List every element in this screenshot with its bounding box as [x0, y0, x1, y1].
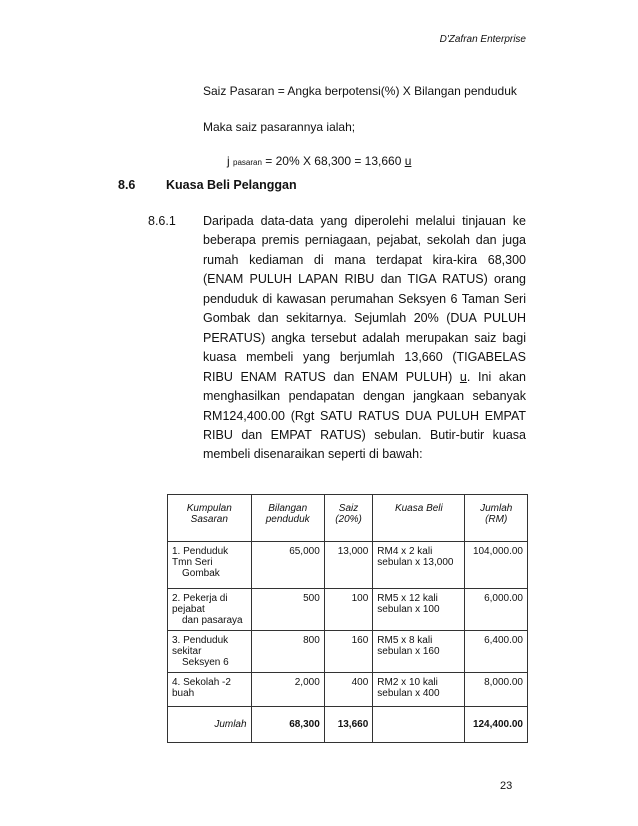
total-amount: 124,400.00	[465, 707, 528, 743]
col-header-group: Kumpulan Sasaran	[168, 495, 252, 542]
cell-power: RM5 x 8 kali sebulan x 160	[373, 631, 465, 673]
col-header-size: Saiz (20%)	[324, 495, 373, 542]
cell-total: 8,000.00	[465, 673, 528, 707]
market-size-calculation	[227, 154, 411, 168]
cell-size: 400	[324, 673, 373, 707]
cell-power: RM2 x 10 kali sebulan x 400	[373, 673, 465, 707]
subsection-number: 8.6.1	[148, 214, 176, 228]
market-unit: u	[404, 154, 412, 168]
table-header-row	[168, 495, 528, 542]
section-title: Kuasa Beli Pelanggan	[166, 178, 297, 192]
cell-power: RM5 x 12 kali sebulan x 100	[373, 589, 465, 631]
cell-size: 100	[324, 589, 373, 631]
total-population: 68,300	[251, 707, 324, 743]
section-number: 8.6	[118, 178, 136, 192]
cell-size: 13,000	[324, 542, 373, 589]
cell-total: 6,000.00	[465, 589, 528, 631]
market-size-formula: Saiz Pasaran = Angka berpotensi(%) X Bilangan penduduk	[203, 84, 517, 98]
cell-population: 2,000	[251, 673, 324, 707]
cell-power: RM4 x 2 kali sebulan x 13,000	[373, 542, 465, 589]
cell-group: 3. Penduduk sekitar Seksyen 6	[168, 631, 252, 673]
cell-population: 65,000	[251, 542, 324, 589]
cell-total: 104,000.00	[465, 542, 528, 589]
cell-group: 1. Penduduk Tmn Seri Gombak	[168, 542, 252, 589]
paragraph-text-part1: Daripada data-data yang diperolehi melalui tinjauan ke beberapa premis perniagaan, pejabat, sekolah dan juga rumah kediaman di mana terdapat kira-kira 68,300 (ENAM PULUH LAPAN RIBU dan TIGA RATUS) orang penduduk di kawasan perumahan Seksyen 6 Taman Seri Gombak dan sekitarnya. Sejumlah 20% (DUA PULUH PERATUS) angka tersebut adalah merupakan saiz bagi kuasa membeli yang berjumlah 13,660 (TIGABELAS RIBU ENAM RATUS dan ENAM PULUH)	[203, 214, 526, 384]
purchasing-power-table	[167, 494, 528, 743]
page-number: 23	[500, 780, 513, 792]
market-size-intro: Maka saiz pasarannya ialah;	[203, 120, 356, 134]
page-header: D'Zafran Enterprise	[439, 34, 526, 45]
total-size: 13,660	[324, 707, 373, 743]
total-label: Jumlah	[168, 707, 252, 743]
col-header-total: Jumlah (RM)	[465, 495, 528, 542]
col-header-population: Bilangan penduduk	[251, 495, 324, 542]
table-total-row	[168, 707, 528, 743]
section-heading	[118, 178, 297, 192]
cell-size: 160	[324, 631, 373, 673]
col-header-power: Kuasa Beli	[373, 495, 465, 542]
market-symbol-subscript: pasaran	[233, 158, 262, 167]
market-calculation-body: = 20% X 68,300 = 13,660	[261, 154, 405, 168]
cell-group: 2. Pekerja di pejabat dan pasaraya	[168, 589, 252, 631]
cell-population: 800	[251, 631, 324, 673]
cell-population: 500	[251, 589, 324, 631]
market-symbol: j	[227, 154, 230, 168]
table-row	[168, 631, 528, 673]
table-row	[168, 542, 528, 589]
table-row	[168, 589, 528, 631]
cell-total: 6,400.00	[465, 631, 528, 673]
paragraph-unit: u	[459, 369, 467, 384]
paragraph-text-part2: . Ini akan menghasilkan pendapatan dengan jangkaan sebanyak RM124,400.00 (Rgt SATU RATUS DUA PULUH EMPAT RIBU dan EMPAT RATUS) sebulan. Butir-butir kuasa membeli disenaraikan seperti di bawah:	[203, 369, 526, 462]
total-power	[373, 707, 465, 743]
table-row	[168, 673, 528, 707]
subsection-paragraph	[203, 212, 526, 465]
cell-group: 4. Sekolah -2 buah	[168, 673, 252, 707]
